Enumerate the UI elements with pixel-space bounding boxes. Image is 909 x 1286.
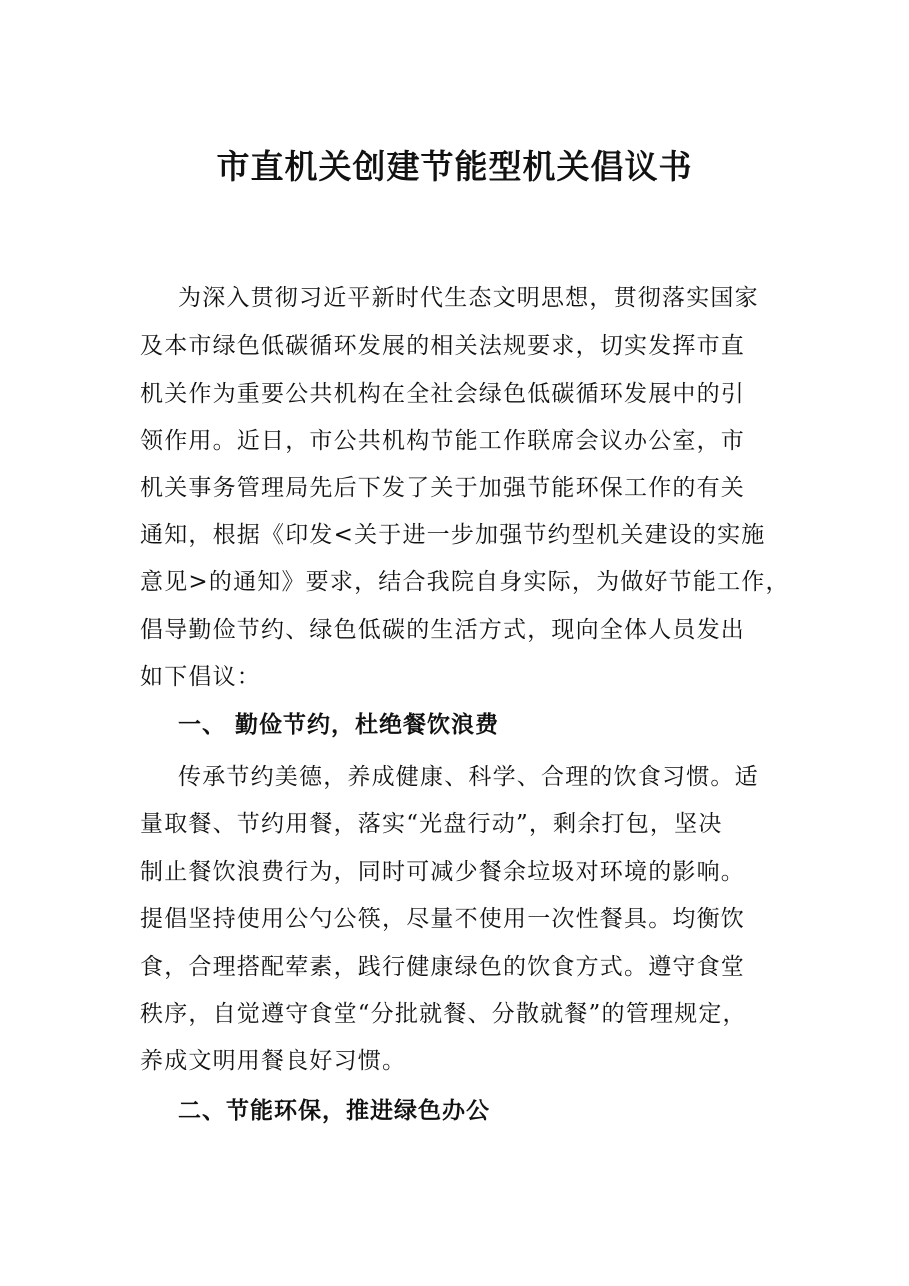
section-1-line: 传承节约美德，养成健康、科学、合理的饮食习惯。适 — [178, 764, 759, 790]
intro-line: 机关作为重要公共机构在全社会绿色低碳循环发展中的引 — [140, 381, 745, 407]
document-title: 市直机关创建节能型机关倡议书 — [216, 147, 693, 186]
intro-line: 意见>的通知》要求，结合我院自身实际，为做好节能工作， — [140, 569, 790, 595]
section-1-heading: 一、 勤俭节约，杜绝餐饮浪费 — [178, 711, 500, 738]
intro-line: 领作用。近日，市公共机构节能工作联席会议办公室，市 — [140, 428, 745, 454]
intro-line: 通知，根据《印发<关于进一步加强节约型机关建设的实施 — [140, 522, 766, 548]
section-1-line: 秩序，自觉遵守食堂“分批就餐、分散就餐”的管理规定， — [140, 1001, 747, 1027]
intro-line: 为深入贯彻习近平新时代生态文明思想，贯彻落实国家 — [178, 285, 759, 311]
section-1-line: 量取餐、节约用餐，落实“光盘行动”，剩余打包，坚决 — [140, 811, 723, 837]
section-1-line: 食，合理搭配荤素，践行健康绿色的饮食方式。遵守食堂 — [140, 954, 745, 980]
intro-line: 倡导勤俭节约、绿色低碳的生活方式，现向全体人员发出 — [140, 617, 745, 643]
section-1-line: 养成文明用餐良好习惯。 — [140, 1048, 407, 1074]
intro-line: 如下倡议： — [140, 664, 261, 690]
intro-line: 及本市绿色低碳循环发展的相关法规要求，切实发挥市直 — [140, 333, 745, 359]
section-1-line: 提倡坚持使用公勺公筷，尽量不使用一次性餐具。均衡饮 — [140, 906, 745, 932]
intro-line: 机关事务管理局先后下发了关于加强节能环保工作的有关 — [140, 475, 745, 501]
section-2-heading: 二、节能环保，推进绿色办公 — [178, 1097, 490, 1124]
section-1-line: 制止餐饮浪费行为，同时可减少餐余垃圾对环境的影响。 — [140, 859, 745, 885]
